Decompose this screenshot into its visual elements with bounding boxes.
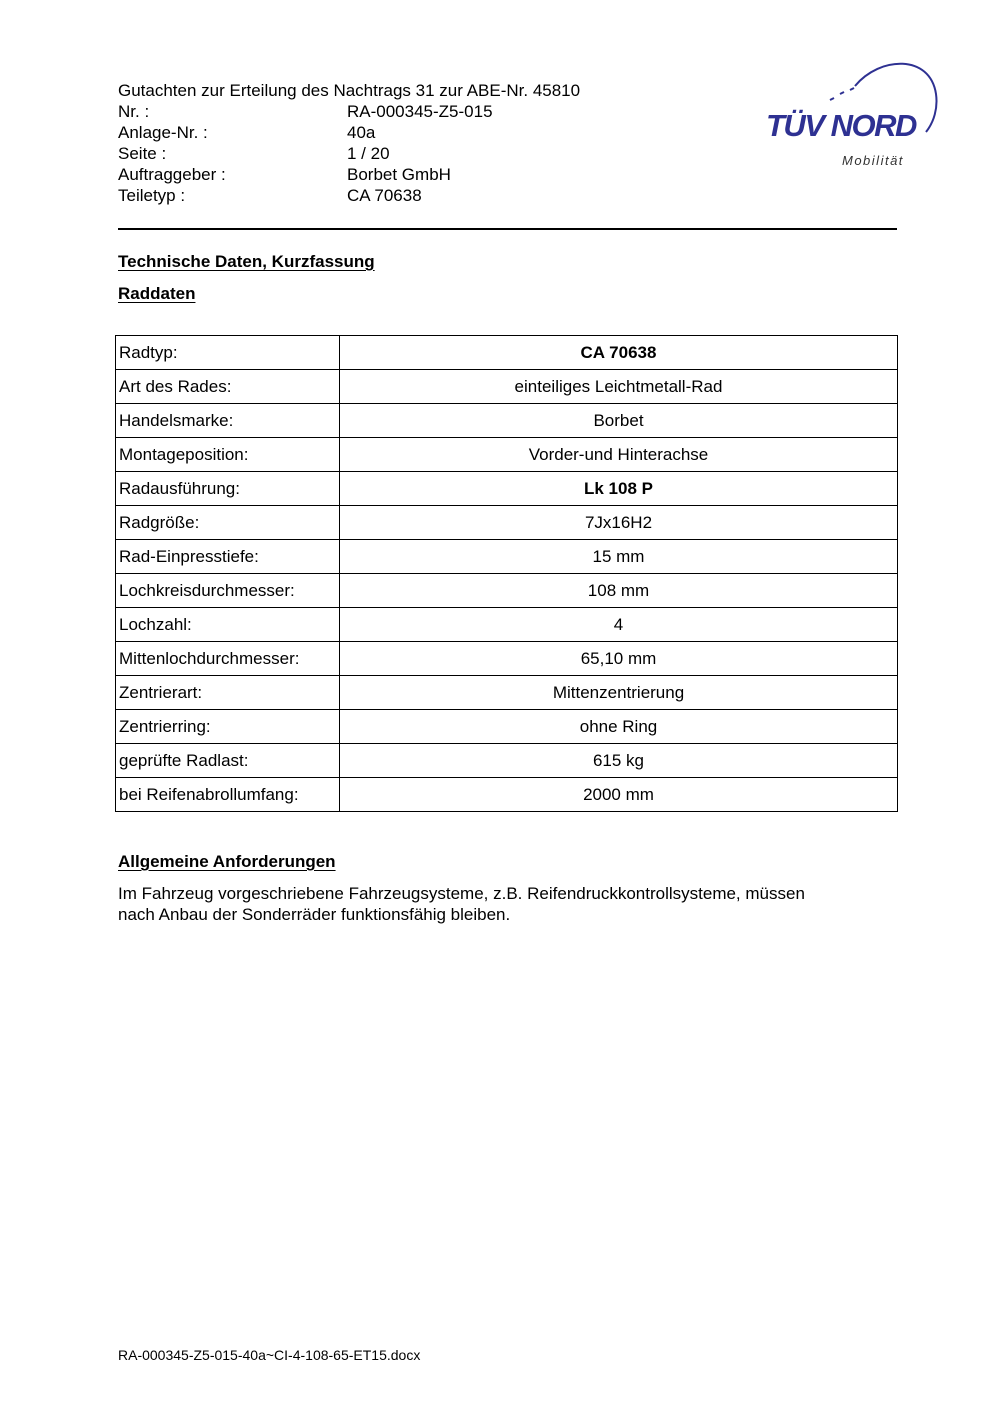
meta-value: Borbet GmbH: [347, 165, 451, 184]
wheel-data-table: [115, 335, 898, 812]
row-value: 108 mm: [340, 574, 898, 608]
table-row: [116, 676, 898, 710]
logo-arc-dots: [830, 88, 854, 100]
row-value: 615 kg: [340, 744, 898, 778]
table-row: [116, 744, 898, 778]
table-row: [116, 438, 898, 472]
row-label: geprüfte Radlast:: [116, 744, 340, 778]
meta-row-teiletyp: [118, 185, 678, 206]
table-row: [116, 710, 898, 744]
meta-label: Auftraggeber :: [118, 165, 226, 184]
row-label: Radausführung:: [116, 472, 340, 506]
tuv-nord-logo: [760, 56, 940, 172]
row-value: Borbet: [340, 404, 898, 438]
meta-row-anlage: [118, 122, 678, 143]
table-row: [116, 506, 898, 540]
footer-filename: RA-000345-Z5-015-40a~CI-4-108-65-ET15.docx: [118, 1347, 421, 1363]
row-value: 2000 mm: [340, 778, 898, 812]
header-divider: [118, 228, 897, 230]
table-row: [116, 778, 898, 812]
meta-label: Seite :: [118, 144, 167, 163]
row-value: 15 mm: [340, 540, 898, 574]
table-row: [116, 540, 898, 574]
document-header: [118, 80, 678, 206]
meta-row-nr: [118, 101, 678, 122]
row-label: Lochkreisdurchmesser:: [116, 574, 340, 608]
row-label: Zentrierart:: [116, 676, 340, 710]
logo-subtitle: Mobilität: [842, 153, 904, 168]
table-row: [116, 336, 898, 370]
row-label: Radtyp:: [116, 336, 340, 370]
section-title-raddaten: Raddaten: [118, 284, 196, 303]
row-value: Mittenzentrierung: [340, 676, 898, 710]
row-label: Zentrierring:: [116, 710, 340, 744]
row-value: 7Jx16H2: [340, 506, 898, 540]
paragraph-line: Im Fahrzeug vorgeschriebene Fahrzeugsysteme, z.B. Reifendruckkontrollsysteme, müssen: [118, 884, 805, 903]
document-title: Gutachten zur Erteilung des Nachtrags 31 zur ABE-Nr. 45810: [118, 81, 581, 100]
header-meta: [118, 101, 678, 206]
row-value: CA 70638: [340, 336, 898, 370]
table-row: [116, 574, 898, 608]
table-row: [116, 404, 898, 438]
meta-value: RA-000345-Z5-015: [347, 102, 493, 121]
row-label: bei Reifenabrollumfang:: [116, 778, 340, 812]
table-row: [116, 370, 898, 404]
row-label: Montageposition:: [116, 438, 340, 472]
row-label: Radgröße:: [116, 506, 340, 540]
row-label: Mittenlochdurchmesser:: [116, 642, 340, 676]
row-value: einteiliges Leichtmetall-Rad: [340, 370, 898, 404]
row-value: Vorder-und Hinterachse: [340, 438, 898, 472]
table-row: [116, 472, 898, 506]
row-value: 65,10 mm: [340, 642, 898, 676]
meta-label: Anlage-Nr. :: [118, 123, 208, 142]
requirements-paragraph: [118, 883, 878, 925]
paragraph-line: nach Anbau der Sonderräder funktionsfähig bleiben.: [118, 905, 511, 924]
row-label: Rad-Einpresstiefe:: [116, 540, 340, 574]
table-row: [116, 608, 898, 642]
row-label: Handelsmarke:: [116, 404, 340, 438]
row-label: Lochzahl:: [116, 608, 340, 642]
meta-label: Nr. :: [118, 102, 150, 121]
row-label: Art des Rades:: [116, 370, 340, 404]
meta-row-seite: [118, 143, 678, 164]
section-title-allgemeine-anforderungen: Allgemeine Anforderungen: [118, 852, 336, 871]
section-title-technische-daten: Technische Daten, Kurzfassung: [118, 252, 375, 271]
meta-value: 40a: [347, 123, 376, 142]
meta-value: 1 / 20: [347, 144, 390, 163]
table-row: [116, 642, 898, 676]
row-value: 4: [340, 608, 898, 642]
logo-brand: TÜV NORD: [766, 108, 916, 143]
row-value: ohne Ring: [340, 710, 898, 744]
row-value: Lk 108 P: [340, 472, 898, 506]
meta-value: CA 70638: [347, 186, 422, 205]
meta-row-auftraggeber: [118, 164, 678, 185]
meta-label: Teiletyp :: [118, 186, 186, 205]
